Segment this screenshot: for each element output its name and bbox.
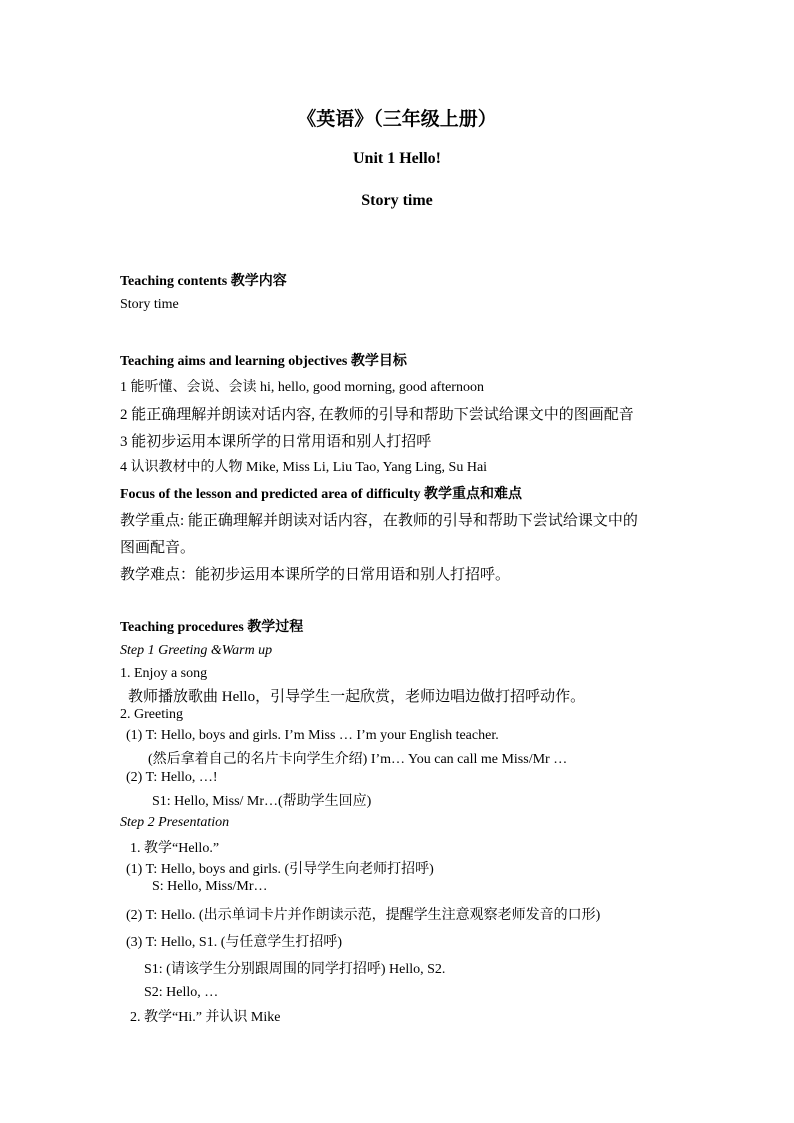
text-line: 教学难点：能初步运用本课所学的日常用语和别人打招呼。 — [120, 567, 511, 583]
text-line: (1) T: Hello, boys and girls. I’m Miss … I’m your English teacher. — [126, 728, 499, 743]
text-line: 教师播放歌曲 Hello，引导学生一起欣赏，老师边唱边做打招呼动作。 — [128, 689, 586, 705]
lesson-title: Story time — [361, 192, 433, 209]
text-line: Story time — [120, 297, 179, 312]
text-line: S: Hello, Miss/Mr… — [152, 879, 268, 894]
book-title: 《英语》（三年级上册） — [297, 109, 497, 130]
text-line: (3) T: Hello, S1. (与任意学生打招呼) — [126, 935, 343, 950]
text-line: Teaching procedures 教学过程 — [120, 620, 304, 635]
text-line: 4 认识教材中的人物 Mike, Miss Li, Liu Tao, Yang Ling, Su Hai — [120, 460, 488, 475]
text-line: (2) T: Hello. (出示单词卡片并作朗读示范，提醒学生注意观察老师发音的口形) — [126, 908, 601, 923]
text-line: Teaching aims and learning objectives 教学目标 — [120, 354, 407, 369]
text-line: Teaching contents 教学内容 — [120, 274, 287, 289]
text-line: (然后拿着自己的名片卡向学生介绍) I’m… You can call me Miss/Mr … — [148, 752, 568, 767]
text-line: 1 能听懂、会说、会读 hi, hello, good morning, good afternoon — [120, 380, 484, 395]
text-line: Focus of the lesson and predicted area of difficulty 教学重点和难点 — [120, 487, 522, 502]
text-line: 3 能初步运用本课所学的日常用语和别人打招呼 — [120, 434, 432, 450]
text-line: Step 2 Presentation — [120, 815, 230, 830]
text-line: 1. 教学“Hello.” — [130, 841, 220, 856]
text-line: S1: Hello, Miss/ Mr…(帮助学生回应) — [152, 794, 372, 809]
text-line: 1. Enjoy a song — [120, 666, 208, 681]
text-line: S1: (请该学生分别跟周围的同学打招呼) Hello, S2. — [144, 962, 446, 977]
text-line: Step 1 Greeting &Warm up — [120, 643, 273, 658]
text-line: 2. 教学“Hi.” 并认识 Mike — [130, 1010, 281, 1025]
text-line: 图画配音。 — [120, 540, 196, 556]
text-line: (2) T: Hello, …! — [126, 770, 218, 785]
text-line: 2 能正确理解并朗读对话内容, 在教师的引导和帮助下尝试给课文中的图画配音 — [120, 407, 634, 423]
text-line: 2. Greeting — [120, 707, 183, 722]
text-line: S2: Hello, … — [144, 985, 219, 1000]
text-line: (1) T: Hello, boys and girls. (引导学生向老师打招呼) — [126, 862, 434, 877]
unit-title: Unit 1 Hello! — [353, 150, 441, 167]
text-line: 教学重点: 能正确理解并朗读对话内容，在教师的引导和帮助下尝试给课文中的 — [120, 513, 638, 529]
